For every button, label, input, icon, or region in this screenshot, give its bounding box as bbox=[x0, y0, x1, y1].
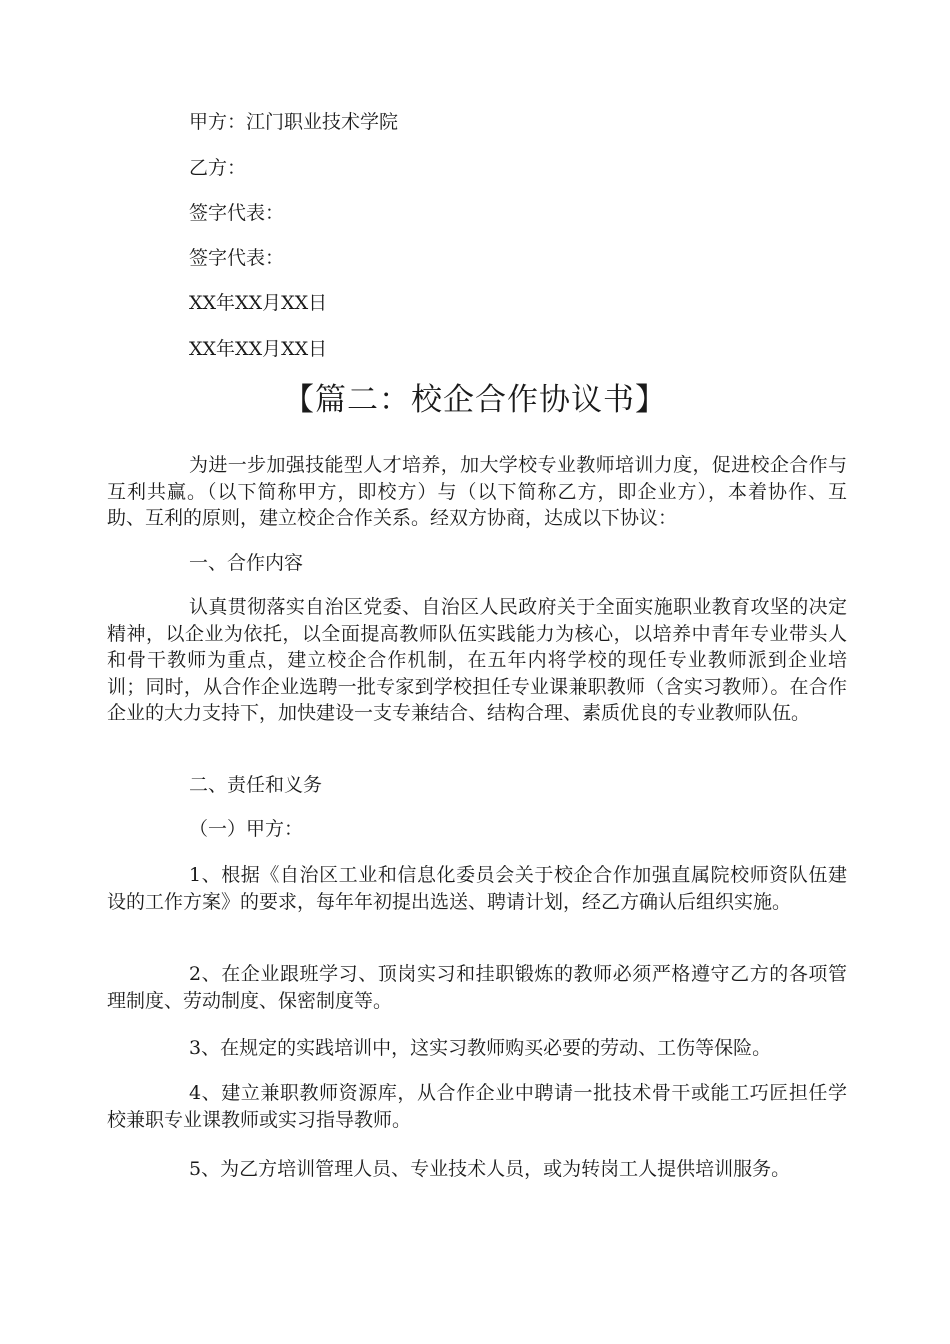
section-title: 【篇二：校企合作协议书】 bbox=[283, 382, 667, 418]
list-item: 1、根据《自治区工业和信息化委员会关于校企合作加强直属院校师资队伍建设的工作方案》的要求，每年年初提出选送、聘请计划，经乙方确认后组织实施。 bbox=[107, 864, 847, 913]
signature-rep-a: 签字代表： bbox=[189, 202, 285, 224]
party-b-line: 乙方： bbox=[189, 157, 247, 179]
date-a: XX年XX月XX日 bbox=[189, 292, 328, 314]
party-a-line: 甲方：江门职业技术学院 bbox=[189, 111, 399, 133]
party-a-subheading: （一）甲方： bbox=[189, 818, 304, 840]
list-item: 5、为乙方培训管理人员、专业技术人员，或为转岗工人提供培训服务。 bbox=[189, 1158, 791, 1180]
date-b: XX年XX月XX日 bbox=[189, 338, 328, 360]
intro-paragraph: 为进一步加强技能型人才培养，加大学校专业教师培训力度，促进校企合作与互利共赢。（以下简称甲方，即校方）与（以下简称乙方，即企业方），本着协作、互助、互利的原则，建立校企合作关系。经双方协商，达成以下协议： bbox=[107, 454, 847, 529]
section1-heading: 一、合作内容 bbox=[189, 552, 304, 574]
list-item: 4、建立兼职教师资源库，从合作企业中聘请一批技术骨干或能工巧匠担任学校兼职专业课教师或实习指导教师。 bbox=[107, 1082, 847, 1131]
section1-paragraph: 认真贯彻落实自治区党委、自治区人民政府关于全面实施职业教育攻坚的决定精神，以企业为依托，以全面提高教师队伍实践能力为核心，以培养中青年专业带头人和骨干教师为重点，建立校企合作机制，在五年内将学校的现任专业教师派到企业培训；同时，从合作企业选聘一批专家到学校担任专业课兼职教师（含实习教师）。在合作企业的大力支持下，加快建设一支专兼结合、结构合理、素质优良的专业教师队伍。 bbox=[107, 596, 847, 724]
list-item: 2、在企业跟班学习、顶岗实习和挂职锻炼的教师必须严格遵守乙方的各项管理制度、劳动制度、保密制度等。 bbox=[107, 963, 847, 1012]
list-item: 3、在规定的实践培训中，这实习教师购买必要的劳动、工伤等保险。 bbox=[189, 1037, 772, 1059]
signature-rep-b: 签字代表： bbox=[189, 247, 285, 269]
section2-heading: 二、责任和义务 bbox=[189, 774, 323, 796]
